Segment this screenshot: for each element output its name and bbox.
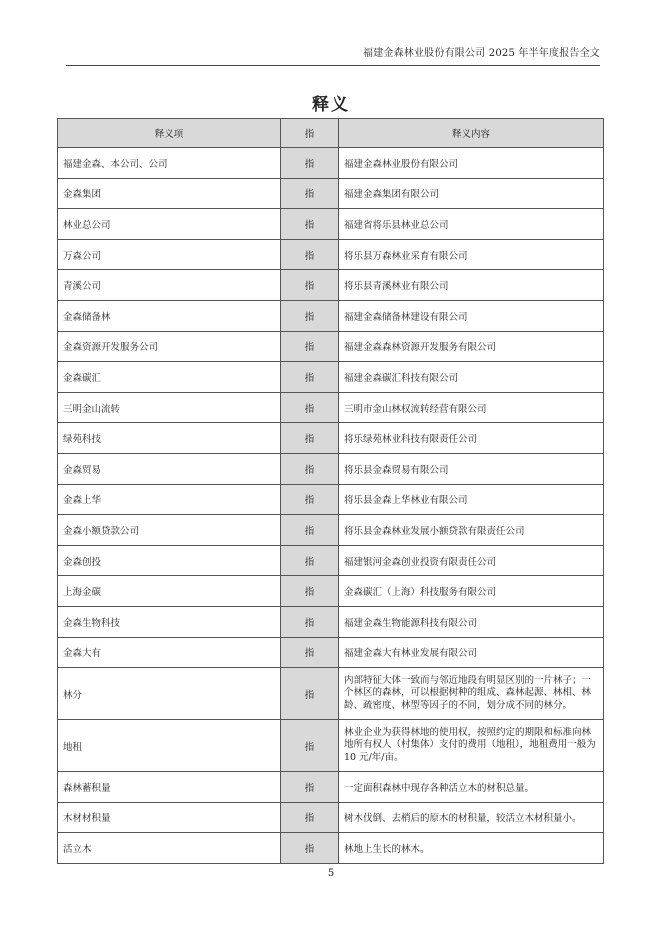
term-cell: 金森资源开发服务公司 [58,331,281,362]
definition-cell: 福建金森林业股份有限公司 [339,148,604,179]
term-cell: 森林蓄积量 [58,772,281,803]
mid-cell: 指 [281,423,339,454]
table-row [58,453,604,484]
term-cell: 青溪公司 [58,270,281,301]
mid-cell: 指 [281,362,339,393]
term-cell: 福建金森、本公司、公司 [58,148,281,179]
mid-cell: 指 [281,515,339,546]
definition-cell: 福建金森大有林业发展有限公司 [339,637,604,668]
definition-cell: 福建金森集团有限公司 [339,178,604,209]
mid-cell: 指 [281,209,339,240]
table-row [58,545,604,576]
term-cell: 林分 [58,668,281,720]
definitions-table [57,118,604,864]
definition-cell: 福建银河金森创业投资有限责任公司 [339,545,604,576]
definition-cell: 福建金森碳汇科技有限公司 [339,362,604,393]
table-row [58,637,604,668]
mid-cell: 指 [281,545,339,576]
term-cell: 地租 [58,720,281,772]
table-row [58,270,604,301]
table-row [58,362,604,393]
definition-cell: 林业企业为获得林地的使用权，按照约定的期限和标准向林地所有权人（村集体）支付的费用（地租），地租费用一般为 10 元/年/亩。 [339,720,604,772]
term-cell: 金森生物科技 [58,606,281,637]
definition-cell: 一定面积森林中现存各种活立木的材积总量。 [339,772,604,803]
definition-cell: 金森碳汇（上海）科技服务有限公司 [339,576,604,607]
term-cell: 金森上华 [58,484,281,515]
definition-cell: 将乐绿苑林业科技有限责任公司 [339,423,604,454]
definition-cell: 内部特征大体一致而与邻近地段有明显区别的一片林子；一个林区的森林，可以根据树种的组成、森林起源、林相、林龄、疏密度、林型等因子的不同，划分成不同的林分。 [339,668,604,720]
mid-cell: 指 [281,720,339,772]
mid-cell: 指 [281,802,339,833]
table-row [58,423,604,454]
term-cell: 三明金山流转 [58,392,281,423]
term-cell: 金森创投 [58,545,281,576]
mid-cell: 指 [281,576,339,607]
table-row [58,606,604,637]
table-row [58,772,604,803]
definition-cell: 将乐县金森林业发展小额贷款有限责任公司 [339,515,604,546]
definition-cell: 福建金森生物能源科技有限公司 [339,606,604,637]
mid-cell: 指 [281,772,339,803]
mid-cell: 指 [281,833,339,864]
definition-cell: 福建金森森林资源开发服务有限公司 [339,331,604,362]
definition-cell: 将乐县金森上华林业有限公司 [339,484,604,515]
definition-cell: 将乐县青溪林业有限公司 [339,270,604,301]
definition-cell: 将乐县万森林业采育有限公司 [339,239,604,270]
table-row [58,668,604,720]
term-cell: 万森公司 [58,239,281,270]
definition-cell: 林地上生长的林木。 [339,833,604,864]
page-header: 福建金森林业股份有限公司 2025 年半年度报告全文 [66,44,600,66]
term-cell: 金森贸易 [58,453,281,484]
term-cell: 绿苑科技 [58,423,281,454]
definition-cell: 福建金森储备林建设有限公司 [339,300,604,331]
term-cell: 金森储备林 [58,300,281,331]
term-cell: 木材材积量 [58,802,281,833]
table-row [58,576,604,607]
table-row [58,331,604,362]
table-row [58,802,604,833]
term-cell: 上海金碳 [58,576,281,607]
header-definition: 释义内容 [339,119,604,148]
page-number: 5 [327,868,335,879]
header-term: 释义项 [58,119,281,148]
definition-cell: 三明市金山林权流转经营有限公司 [339,392,604,423]
table-row [58,300,604,331]
mid-cell: 指 [281,239,339,270]
mid-cell: 指 [281,392,339,423]
mid-cell: 指 [281,606,339,637]
term-cell: 金森集团 [58,178,281,209]
term-cell: 金森碳汇 [58,362,281,393]
mid-cell: 指 [281,270,339,301]
definition-cell: 福建省将乐县林业总公司 [339,209,604,240]
term-cell: 林业总公司 [58,209,281,240]
table-row [58,484,604,515]
mid-cell: 指 [281,148,339,179]
mid-cell: 指 [281,453,339,484]
table-header-row [58,119,604,148]
mid-cell: 指 [281,331,339,362]
header-mid: 指 [281,119,339,148]
term-cell: 金森小额贷款公司 [58,515,281,546]
term-cell: 金森大有 [58,637,281,668]
table-row [58,515,604,546]
table-row [58,209,604,240]
table-row [58,392,604,423]
mid-cell: 指 [281,300,339,331]
mid-cell: 指 [281,668,339,720]
table-row [58,239,604,270]
page-title: 释义 [312,95,350,115]
definition-cell: 将乐县金森贸易有限公司 [339,453,604,484]
table-row [58,833,604,864]
definition-cell: 树木伐倒、去梢后的原木的材积量，较活立木材积量小。 [339,802,604,833]
table-row [58,148,604,179]
mid-cell: 指 [281,484,339,515]
term-cell: 活立木 [58,833,281,864]
table-row [58,178,604,209]
mid-cell: 指 [281,178,339,209]
table-row [58,720,604,772]
mid-cell: 指 [281,637,339,668]
